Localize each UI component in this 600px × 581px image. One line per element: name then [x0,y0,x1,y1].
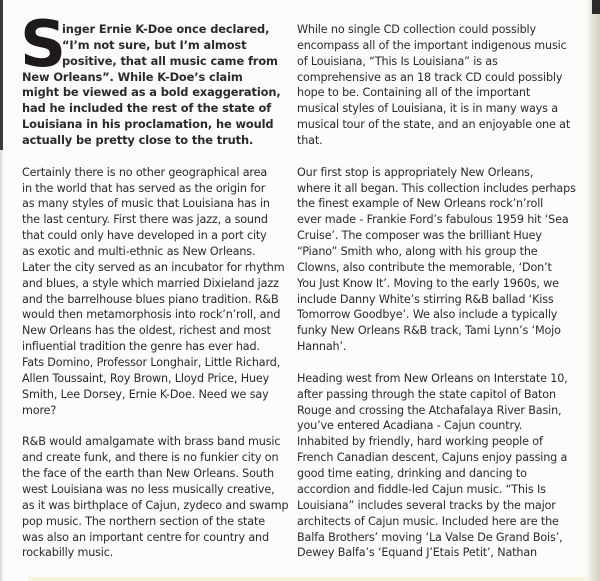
text-line: musical tour of the state, and an enjoyable one at [297,118,571,132]
text-line: New Orleans has the oldest, richest and most [22,324,271,338]
text-line: rockabilly music. [22,546,114,560]
text-line: good time eating, drinking and dancing to [297,467,527,481]
text-line: Dewey Balfa’s ‘Equand J’Etais Petit’, Nathan [297,546,537,560]
text-line: positive, that all music came from [62,53,278,68]
text-line: Tomorrow Goodbye’. We also include a typically [297,308,558,322]
text-line: ever made - Frankie Ford’s fabulous 1959 hit ‘Sea [297,213,569,227]
text-line: and the barrelhouse blues piano tradition. R&B [22,292,279,306]
text-line: was also an important centre for country and [22,530,269,544]
text-line: Later the city served as an incubator for rhythm [22,260,285,274]
text-line: pop music. The northern section of the state [22,514,265,528]
text-line: include Danny White’s stirring R&B ballad ‘Kiss [297,292,554,306]
text-line: accordion and fiddle-led Cajun music. “This Is [297,482,546,496]
intro-paragraph [20,8,284,149]
text-line: French Canadian descent, Cajuns enjoy passing a [297,451,568,465]
text-line: hope to be. Containing all of the important [297,86,531,100]
text-line: inger Ernie K-Doe once declared, [62,22,270,36]
text-line: While no single CD collection could possibly [297,23,536,36]
text-line: Inhabited by friendly, hard working people of [297,435,543,449]
text-line: of Louisiana, “This Is Louisiana” is as [297,54,498,68]
page-edge-shadow [586,0,600,581]
text-line: comprehensive as an 18 track CD could possibly [297,70,563,84]
text-line: the last century. First there was jazz, a sound [22,213,268,227]
text-line: Louisiana in his proclamation, he would [22,117,274,132]
page-edge-tint [28,577,588,581]
text-line: actually be pretty close to the truth. [22,133,254,148]
body-paragraph [22,165,284,419]
text-line: “I’m not sure, but I’m almost [62,37,247,52]
right-column [297,22,577,577]
text-line: Heading west from New Orleans on Interstate 10, [297,371,568,385]
text-line: encompass all of the important indigenous music [297,38,567,52]
text-line: might be viewed as a bold exaggeration, [22,85,281,100]
text-line: “Piano” Smith who, along with his group the [297,245,538,259]
body-paragraph [297,371,577,561]
text-line: that could only have developed in a port city [22,229,267,243]
text-line: after passing through the state capitol of Baton [297,387,556,401]
text-line: as it was birthplace of Cajun, zydeco and swamp [22,498,289,512]
text-line: as exotic and multi-ethnic as New Orleans. [22,245,256,259]
text-line: you’ve entered Acadiana - Cajun country. [297,419,523,433]
text-line: Balfa Brothers’ moving ‘La Valse De Grand Bois’, [297,530,563,544]
text-line: Hannah’. [297,340,347,354]
body-paragraph [297,22,577,149]
text-line: architects of Cajun music. Included here are the [297,514,559,528]
text-line: and blues, a style which married Dixieland jazz [22,276,279,290]
text-line: Clowns, also contribute the memorable, ‘Don’t [297,260,552,274]
text-line: Fats Domino, Professor Longhair, Little Richard, [22,356,281,370]
text-line: west Louisiana was no less musically creative, [22,482,275,496]
text-line: Our first stop is appropriately New Orleans, [297,165,534,179]
text-line: had he included the rest of the state of [22,101,272,116]
page-edge-shadow [592,0,600,14]
text-line: the face of the earth than New Orleans. South [22,467,274,481]
text-line: more? [22,403,57,417]
text-line: influential tradition the genre has ever had. [22,340,260,354]
body-paragraph [297,165,577,355]
text-line: Smith, Lee Dorsey, Ernie K-Doe. Need we say [22,387,269,401]
text-line: in the world that has served as the origin for [22,181,266,195]
text-line: and create funk, and there is no funkier city on [22,451,279,465]
text-line: Rouge and crossing the Atchafalaya River Basin, [297,403,562,417]
text-line: Louisiana” includes several tracks by the major [297,498,556,512]
drop-cap: S [20,8,66,82]
text-line: Cruise’. The composer was the brilliant Huey [297,229,542,243]
text-line: funky New Orleans R&B track, Tami Lynn’s ‘Mojo [297,324,561,338]
text-line: would then metamorphosis into rock’n’roll, and [22,308,281,322]
text-line: Allen Toussaint, Roy Brown, Lloyd Price, Huey [22,371,270,385]
text-line: where it all began. This collection includes perhaps [297,181,576,195]
text-line: that. [297,134,323,148]
text-line: musical styles of Louisiana, it is in many ways a [297,102,558,116]
text-line: New Orleans”. While K-Doe’s claim [22,69,243,84]
text-line: R&B would amalgamate with brass band music [22,435,281,449]
page-edge-shadow [0,150,4,581]
text-line: the finest example of New Orleans rock’n’roll [297,197,544,211]
page-edge-shadow [0,0,3,150]
text-line: You Just Know It’. Moving to the early 1960s, we [297,276,559,290]
left-column [20,8,289,577]
body-paragraph [22,434,289,561]
text-line: Certainly there is no other geographical area [22,165,268,179]
text-line: as many styles of music that Louisiana has in [22,197,270,211]
